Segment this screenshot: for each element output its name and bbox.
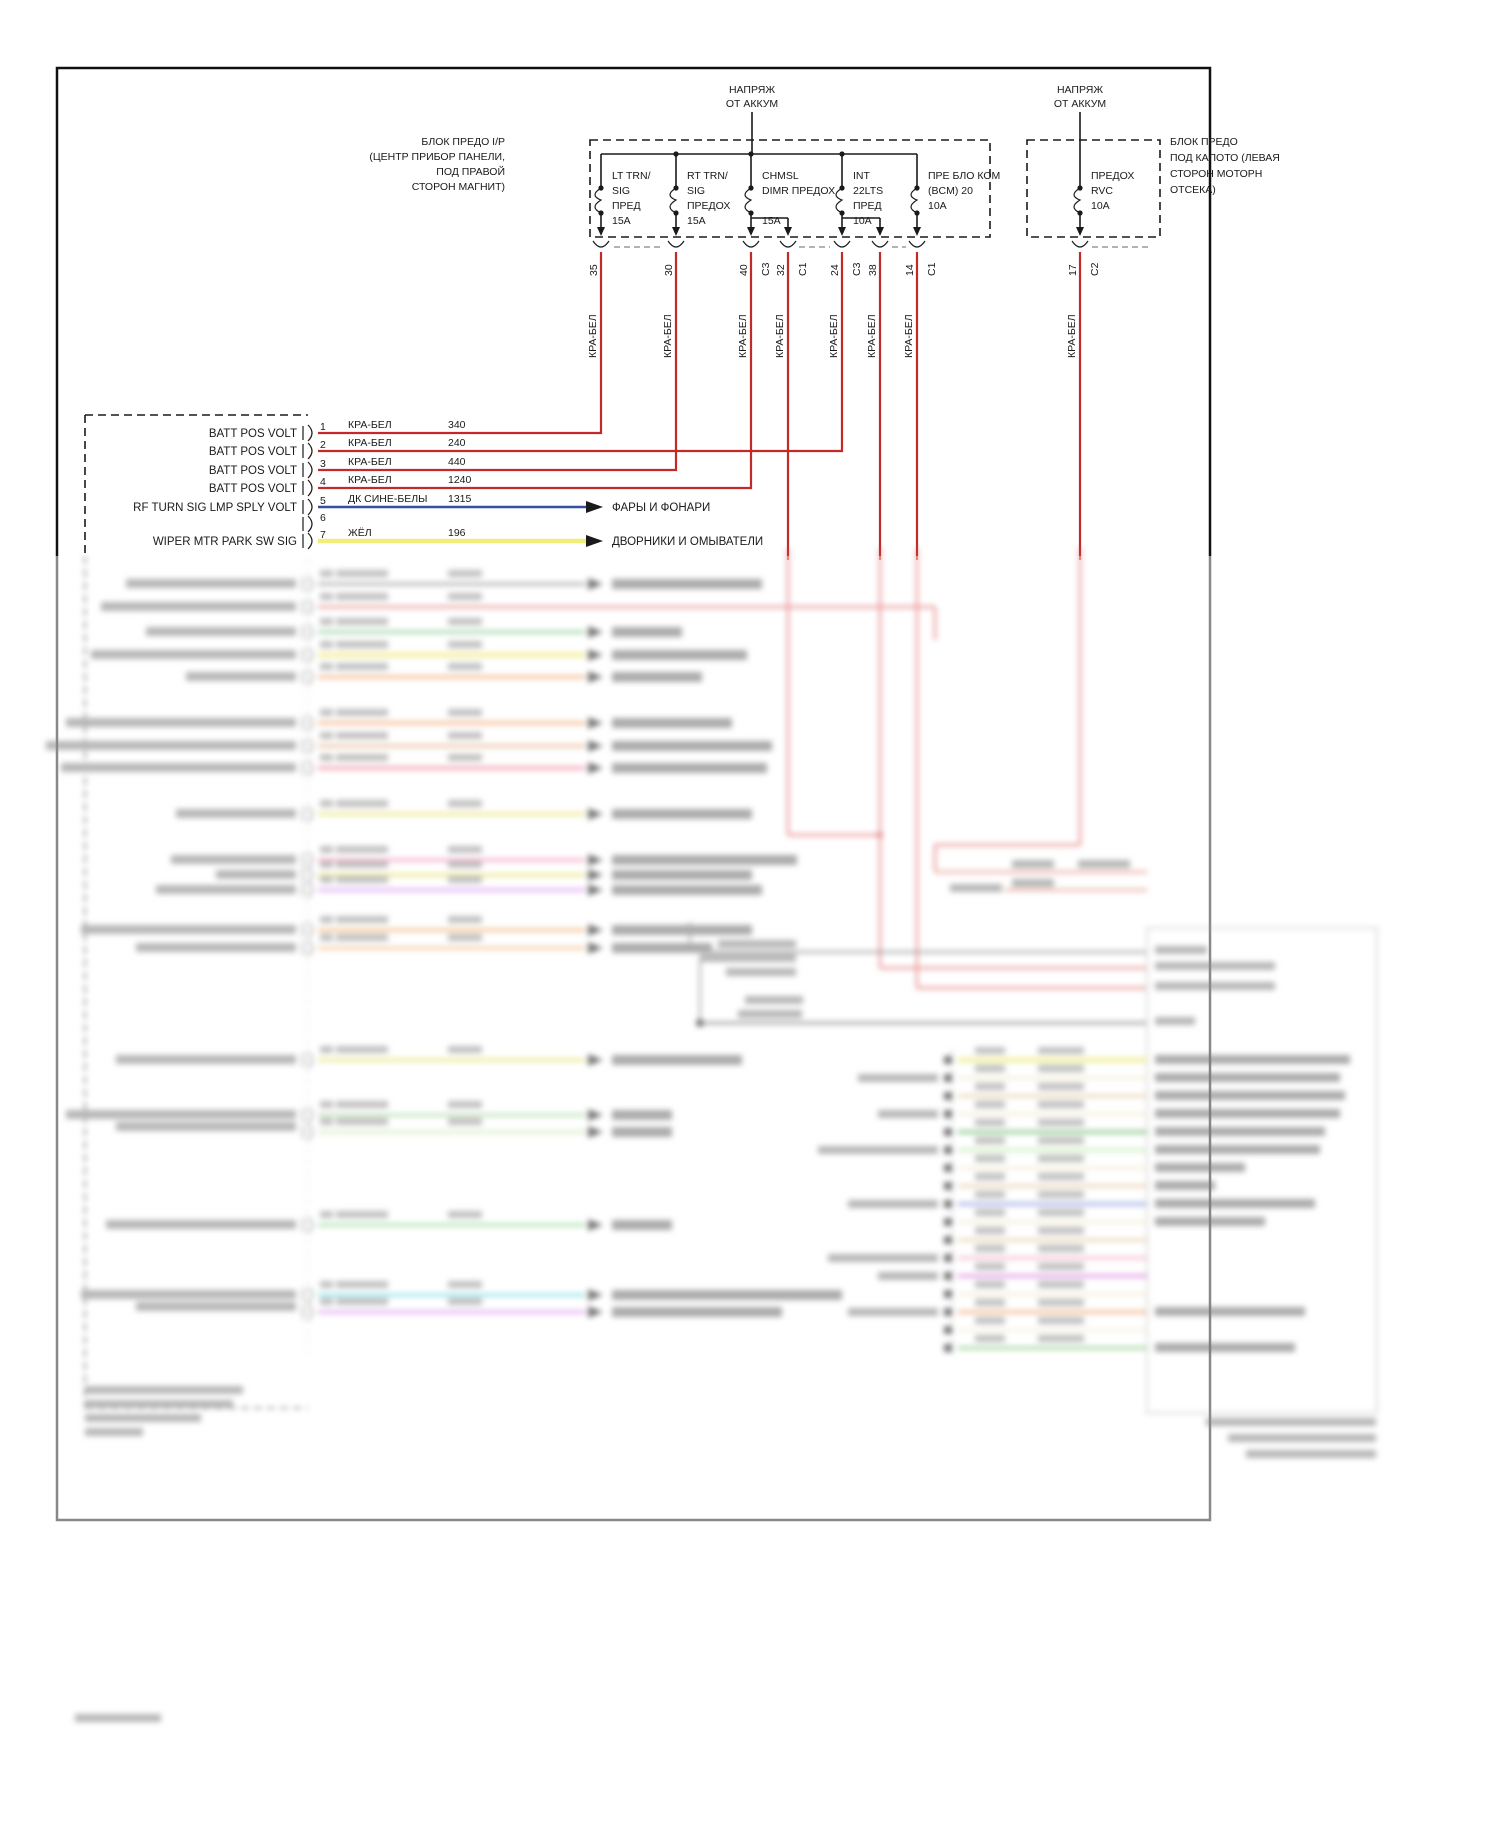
signal-label: BATT POS VOLT [208,483,297,495]
pin-number: 7 [320,529,326,541]
wire-label: КРА-БЕЛ [587,314,599,358]
feed-right-line2: ОТ АККУМ [1053,98,1107,110]
wire-label: КРА-БЕЛ [828,314,840,358]
ip-label-3: ПОД ПРАВОЙ [436,166,505,178]
pin-number: 3 [320,458,326,470]
pin-14: 14 [904,264,916,276]
wire-label: КРА-БЕЛ [866,314,878,358]
fuse-label: (BCM) 20 [928,185,973,197]
fuse-label: 15A [762,215,781,227]
blurred-generated-rows [46,570,1376,1722]
feed-right-line1: НАПРЯЖ [1056,84,1104,96]
circuit-number: 1240 [448,474,472,486]
wire-label: КРА-БЕЛ [903,314,915,358]
fuse-label: SIG [612,185,631,197]
uh-label-4: ОТСЕКА) [1170,184,1216,196]
pin-number: 1 [320,421,326,433]
signal-label: BATT POS VOLT [208,428,297,440]
circuit-number: 196 [448,527,466,539]
wire-name: ДК СИНЕ-БЕЛЫ [348,493,428,505]
pin-32: 32 [775,264,787,276]
circuit-number: 240 [448,437,466,449]
ip-label-4: СТОРОН МАГНИТ) [411,181,505,193]
wire-name: КРА-БЕЛ [348,456,392,468]
pin-24: 24 [829,264,841,276]
fuse-label: 10A [1091,200,1110,212]
uh-label-2: ПОД КАПОТО (ЛЕВАЯ [1170,152,1280,164]
ip-label-1: БЛОК ПРЕДО I/P [421,136,505,148]
feed-left-line2: ОТ АККУМ [725,98,779,110]
pin-35: 35 [588,264,600,276]
uh-label-1: БЛОК ПРЕДО [1170,136,1238,148]
destination-label: ФАРЫ И ФОНАРИ [612,502,711,514]
pin-40-conn: C3 [760,262,772,276]
wire-name: КРА-БЕЛ [348,474,392,486]
wire-label: КРА-БЕЛ [1066,314,1078,358]
fuse-label: INT [853,170,870,182]
fuse-label: ПРЕ БЛО КОМ [928,170,1001,182]
destination-label: ДВОРНИКИ И ОМЫВАТЕЛИ [612,536,764,548]
fuse-label: ПРЕДОХ [1091,170,1135,182]
signal-label: BATT POS VOLT [208,446,297,458]
signal-label: BATT POS VOLT [208,465,297,477]
pin-14-conn: C1 [926,262,938,276]
pin-number: 4 [320,476,326,488]
signal-label: RF TURN SIG LMP SPLY VOLT [133,502,297,514]
circuit-number: 1315 [448,493,472,505]
fuse-label: ПРЕДОХ [687,200,731,212]
wire-name: КРА-БЕЛ [348,437,392,449]
circuit-number: 440 [448,456,466,468]
fuse-label: 10A [853,215,872,227]
pin-number: 2 [320,439,326,451]
fuse-label: RT TRN/ [687,170,728,182]
fuse-label: ПРЕД [612,200,641,212]
wire-name: КРА-БЕЛ [348,419,392,431]
wire-label: КРА-БЕЛ [774,314,786,358]
pin-32-conn: C1 [797,262,809,276]
circuit-number: 340 [448,419,466,431]
pin-38: 38 [867,264,879,276]
fuse-label: RVC [1091,185,1113,197]
fuse-label: 15A [612,215,631,227]
ip-label-2: (ЦЕНТР ПРИБОР ПАНЕЛИ, [369,151,505,163]
pin-17: 17 [1067,264,1079,276]
wire-name: ЖЁЛ [348,527,372,539]
fuse-label: ПРЕД [853,200,882,212]
fuse-label: DIMR ПРЕДОХ [762,185,836,197]
wire-label: КРА-БЕЛ [662,314,674,358]
uh-label-3: СТОРОН МОТОРН [1170,168,1263,180]
signal-label: WIPER MTR PARK SW SIG [152,536,297,548]
fuse-label: 15A [687,215,706,227]
pin-40: 40 [738,264,750,276]
fuse-label: SIG [687,185,706,197]
fuse-label: 22LTS [853,185,884,197]
wire-label: КРА-БЕЛ [737,314,749,358]
pin-17-conn: C2 [1089,262,1101,276]
pin-number: 6 [320,512,326,524]
fuse-label: 10A [928,200,947,212]
fuse-label: CHMSL [762,170,799,182]
pin-number: 5 [320,495,326,507]
fuse-label: LT TRN/ [612,170,651,182]
pin-24-conn: C3 [851,262,863,276]
pin-30: 30 [663,264,675,276]
feed-left-line1: НАПРЯЖ [728,84,776,96]
